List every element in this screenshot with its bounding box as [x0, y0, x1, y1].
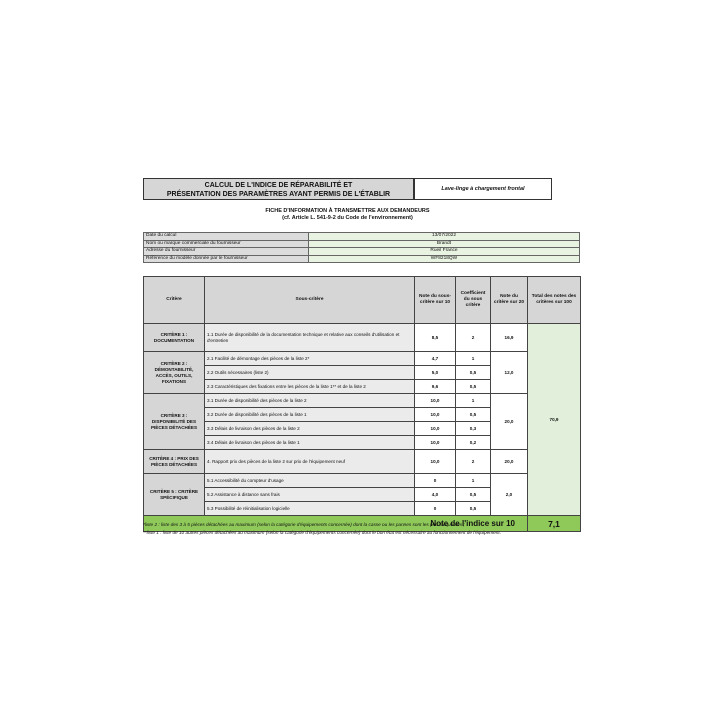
critere-5-label: CRITÈRE 5 : CRITÈRE SPÉCIFIQUE: [144, 474, 205, 516]
supplier-info-table: [143, 232, 580, 263]
sous-critere-coef: 2: [456, 450, 491, 474]
sous-critere-note: 4,7: [415, 352, 456, 366]
table-row: [144, 474, 581, 488]
sous-critere-coef: 2: [456, 324, 491, 352]
sous-critere-coef: 0,5: [456, 408, 491, 422]
critere-3-label: CRITÈRE 3 : DISPONIBILITÉ DES PIÈCES DÉTACHÉES: [144, 394, 205, 450]
document-title: [143, 178, 414, 200]
sous-critere-label: 4. Rapport prix des pièces de la liste 2 sur prix de l'équipement neuf: [205, 450, 415, 474]
critere-3-note: 20,0: [491, 394, 528, 450]
sous-critere-coef: 0,5: [456, 502, 491, 516]
sous-critere-note: 10,0: [415, 436, 456, 450]
sous-critere-label: 5.3 Possibilité de réinitialisation logicielle: [205, 502, 415, 516]
title-line-1: CALCUL DE L'INDICE DE RÉPARABILITÉ ET: [204, 182, 353, 189]
info-label: Adresse du fournisseur: [144, 248, 309, 256]
sous-critere-label: 3.3 Délais de livraison des pièces de la liste 2: [205, 422, 415, 436]
info-row-date: [144, 233, 580, 241]
sous-critere-note: 0: [415, 502, 456, 516]
table-row: [144, 352, 581, 366]
product-type: Lave-linge à chargement frontal: [414, 178, 552, 200]
fiche-heading: [143, 208, 552, 222]
header-note-sous-critere: Note du sous-critère sur 10: [415, 277, 456, 324]
info-label: Référence du modèle donnée par le fournisseur: [144, 255, 309, 263]
sous-critere-coef: 0,2: [456, 436, 491, 450]
sous-critere-coef: 0,5: [456, 488, 491, 502]
sous-critere-label: 2.2 Outils nécessaires (liste 2): [205, 366, 415, 380]
sous-critere-note: 4,0: [415, 488, 456, 502]
header-note-critere: Note du critère sur 20: [491, 277, 528, 324]
sous-critere-label: 3.2 Durée de disponibilité des pièces de la liste 1: [205, 408, 415, 422]
sous-critere-note: 10,0: [415, 450, 456, 474]
footnotes: [143, 521, 580, 536]
sous-critere-note: 10,0: [415, 394, 456, 408]
fiche-line-2: (cf. Article L. 541-9-2 du Code de l'environnement): [282, 215, 413, 221]
sous-critere-coef: 1: [456, 352, 491, 366]
sous-critere-coef: 0,5: [456, 366, 491, 380]
info-label: Date du calcul: [144, 233, 309, 241]
footnote-liste-1: **liste 1 : liste de 10 autres pièces détachées au maximum (selon la catégorie d'équipements concernée) dont le bon état est nécessaire au fonctionnement de l'équipement.: [143, 529, 501, 535]
sous-critere-note: 0: [415, 474, 456, 488]
info-label: Nom ou marque commerciale du fournisseur: [144, 240, 309, 248]
footnote-liste-2: *liste 2 : liste des 3 à 5 pièces détachées au maximum (selon la catégorie d'équipements concernée) dont la casse ou les pannes sont les plus fréquentes ;: [143, 522, 465, 527]
sous-critere-label: 2.1 Facilité de démontage des pièces de la liste 2*: [205, 352, 415, 366]
sous-critere-coef: 1: [456, 474, 491, 488]
sous-critere-coef: 1: [456, 394, 491, 408]
table-row: [144, 450, 581, 474]
fiche-line-1: FICHE D'INFORMATION À TRANSMETTRE AUX DEMANDEURS: [265, 208, 430, 214]
critere-4-label: CRITÈRE 4 : PRIX DES PIÈCES DÉTACHÉES: [144, 450, 205, 474]
critere-5-note: 2,0: [491, 474, 528, 516]
sous-critere-label: 3.4 Délais de livraison des pièces de la liste 1: [205, 436, 415, 450]
critere-1-note: 16,9: [491, 324, 528, 352]
sous-critere-note: 8,5: [415, 324, 456, 352]
total-score: 70,9: [528, 324, 581, 516]
sous-critere-label: 3.1 Durée de disponibilité des pièces de la liste 2: [205, 394, 415, 408]
info-row-address: [144, 248, 580, 256]
info-row-brand: [144, 240, 580, 248]
sous-critere-note: 9,6: [415, 380, 456, 394]
sous-critere-note: 10,0: [415, 422, 456, 436]
sous-critere-coef: 0,3: [456, 422, 491, 436]
sous-critere-label: 5.2 Assistance à distance sans frais: [205, 488, 415, 502]
sous-critere-note: 10,0: [415, 408, 456, 422]
info-value: Rueil France: [309, 248, 580, 256]
final-score-value: 7,1: [528, 516, 581, 532]
table-header-row: [144, 277, 581, 324]
repairability-table: [143, 276, 581, 532]
info-value: 13/07/2022: [309, 233, 580, 241]
critere-2-note: 12,0: [491, 352, 528, 394]
sous-critere-note: 5,0: [415, 366, 456, 380]
sous-critere-label: 5.1 Accessibilité du compteur d'usage: [205, 474, 415, 488]
header-critere: Critère: [144, 277, 205, 324]
info-value: WF8218QW: [309, 255, 580, 263]
sous-critere-label: 2.3 Caractéristiques des fixations entre les pièces de la liste 1** et de la liste 2: [205, 380, 415, 394]
info-value: Brandt: [309, 240, 580, 248]
header-coefficient: Coefficient du sous critère: [456, 277, 491, 324]
critere-4-note: 20,0: [491, 450, 528, 474]
final-score-label: Note de l'indice sur 10: [144, 516, 528, 532]
info-row-reference: [144, 255, 580, 263]
critere-2-label: CRITÈRE 2 : DÉMONTABILITÉ, ACCÈS, OUTILS, FIXATIONS: [144, 352, 205, 394]
header-total: Total des notes des critères sur 100: [528, 277, 581, 324]
header-sous-critere: Sous-critère: [205, 277, 415, 324]
title-line-2: PRÉSENTATION DES PARAMÈTRES AYANT PERMIS DE L'ÉTABLIR: [166, 191, 391, 198]
critere-1-label: CRITÈRE 1 : DOCUMENTATION: [144, 324, 205, 352]
table-row: [144, 394, 581, 408]
table-row: [144, 324, 581, 352]
sous-critere-coef: 0,5: [456, 380, 491, 394]
sous-critere-label: 1.1 Durée de disponibilité de la documentation technique et relative aux conseils d'utilisation et d'entretien: [205, 324, 415, 352]
